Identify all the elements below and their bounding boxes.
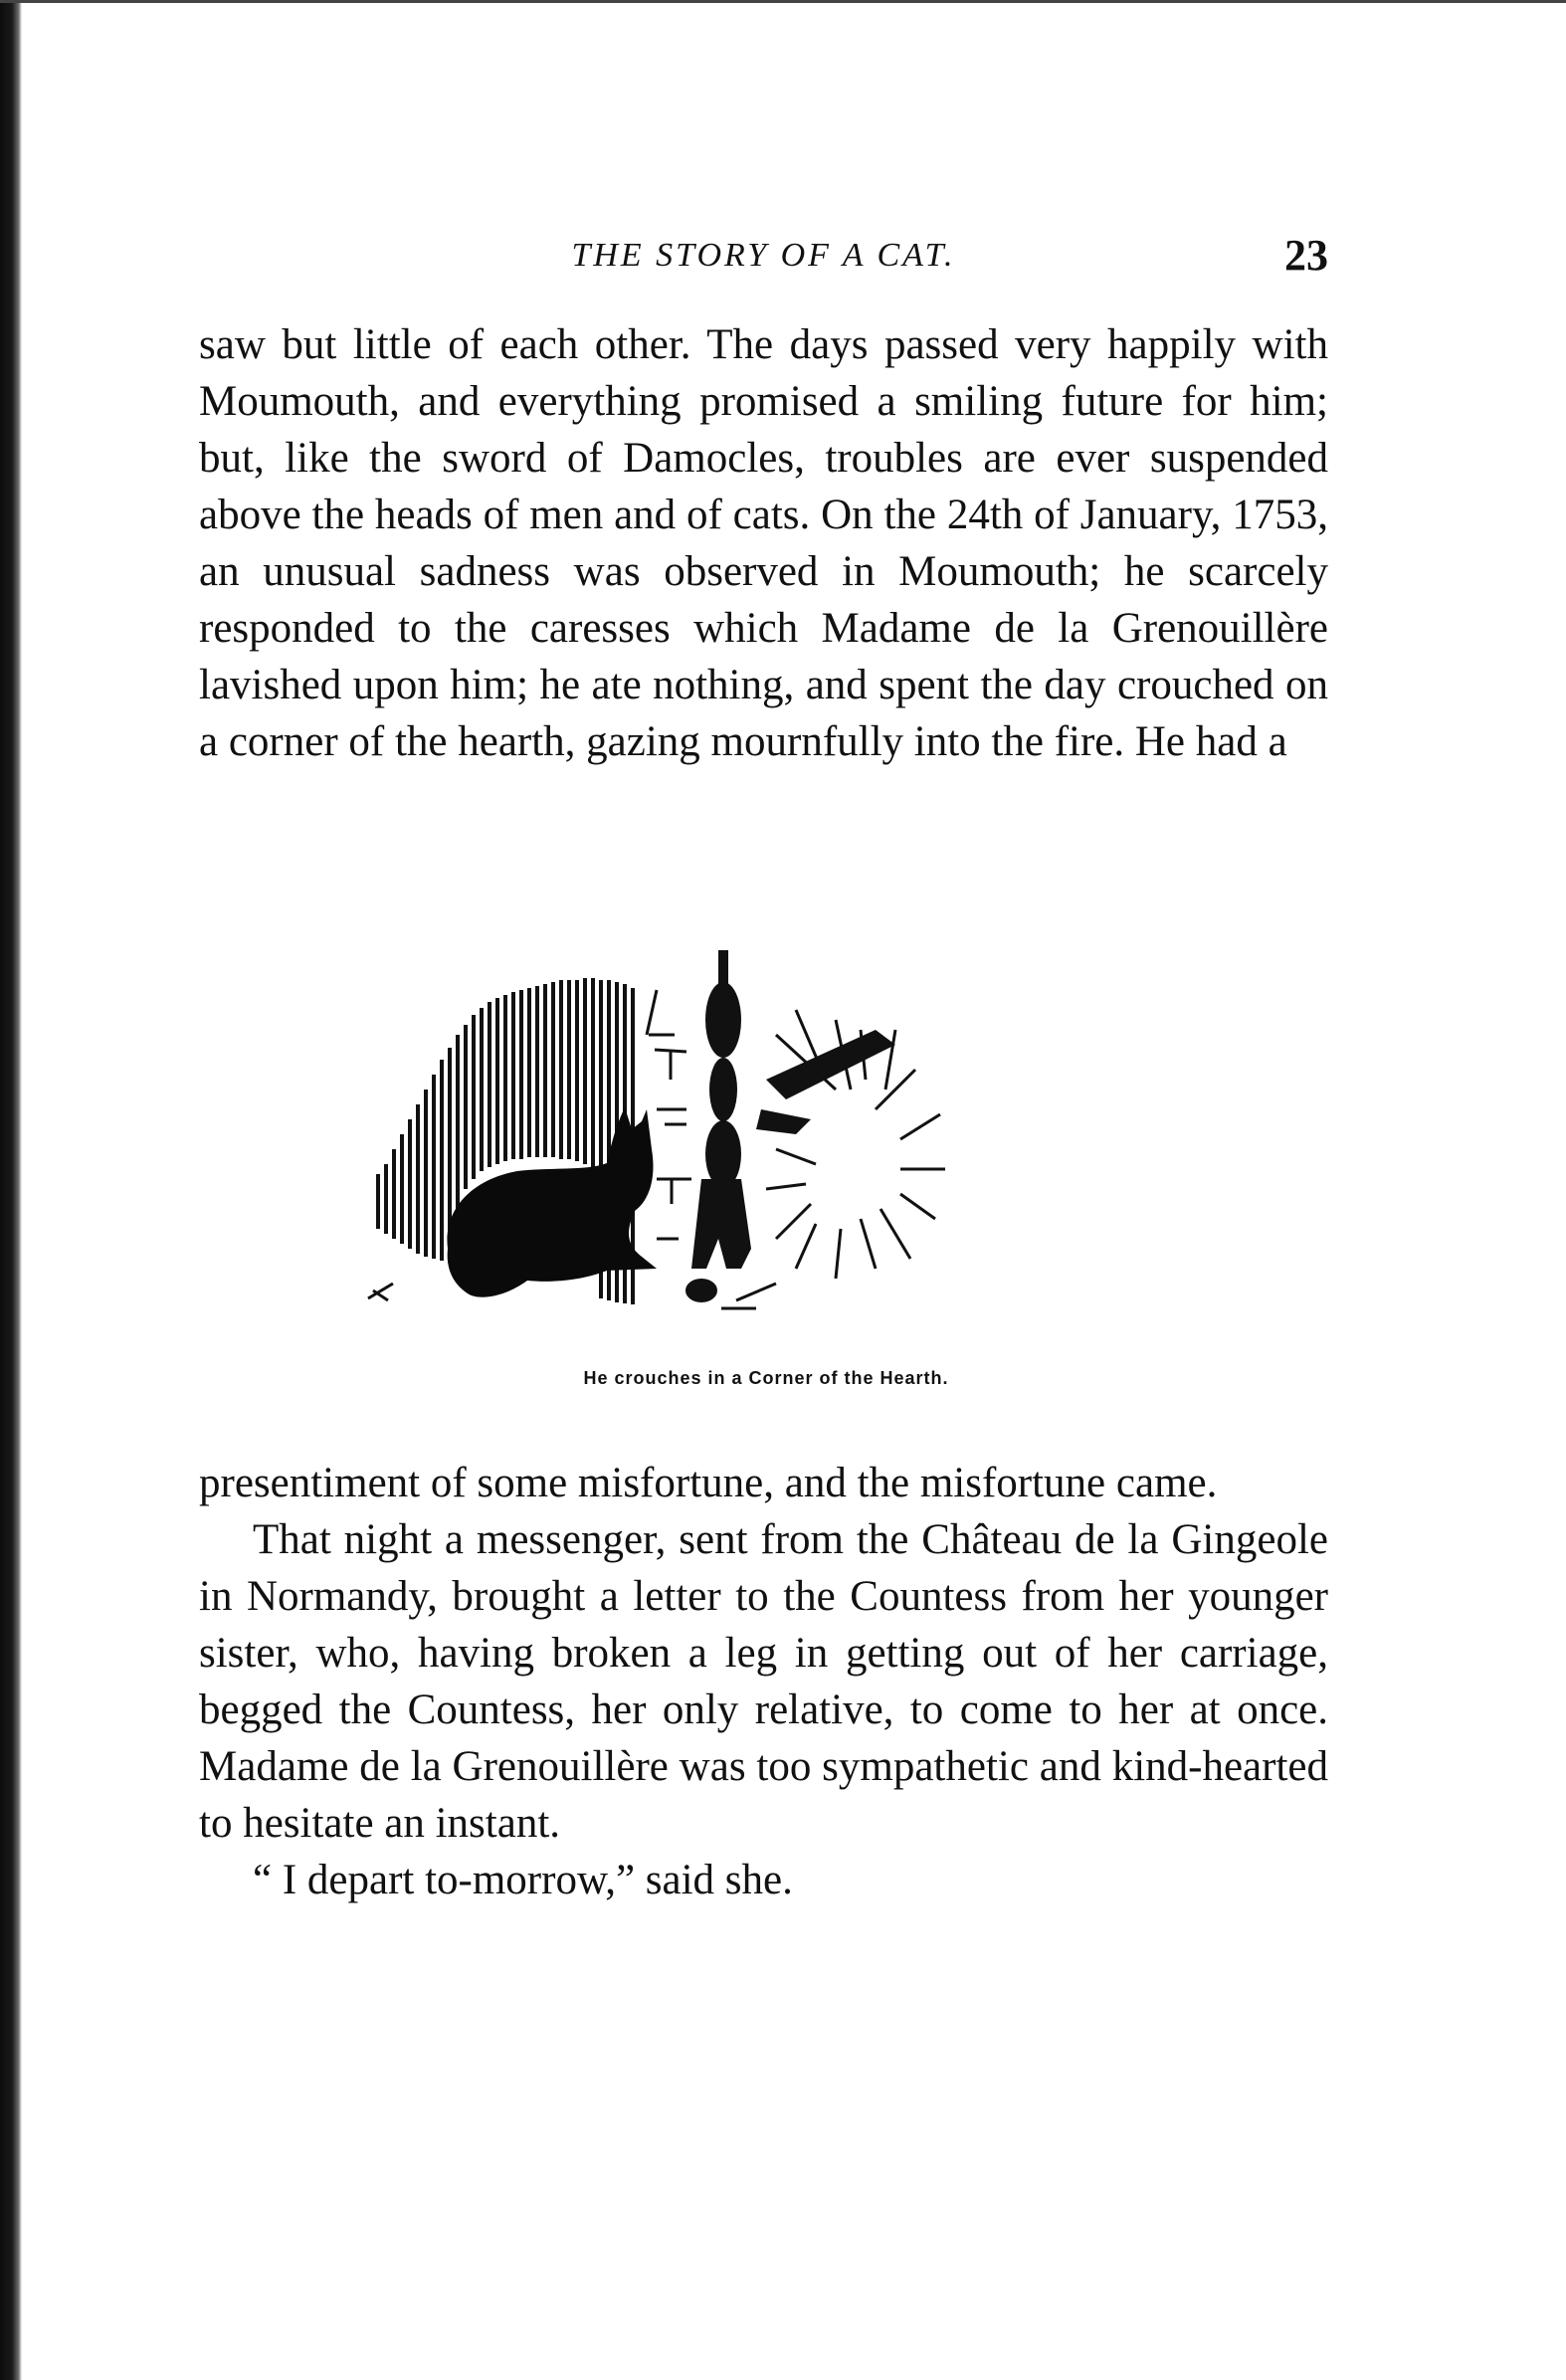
brick-marks	[647, 990, 691, 1239]
paragraph: That night a messenger, sent from the Château de la Gingeole in Normandy, brought a letter to the Countess from her younger sister, who, having broken a leg in getting out of her carriage, begged the Countess, her only relative, to come to her at once. Madame de la Grenouillère was too sympathetic and kind-hearted to hesitate an instant.	[199, 1516, 1328, 1847]
ember	[756, 1109, 811, 1134]
running-title: THE STORY OF A CAT.	[571, 237, 956, 274]
binding-edge	[0, 0, 22, 2380]
illustration-svg	[358, 940, 1174, 1338]
illustration-cat-by-hearth	[358, 940, 1174, 1338]
text-before-figure	[199, 316, 1328, 770]
text-after-figure	[199, 1455, 1328, 1908]
paragraph: presentiment of some misfortune, and the misfortune came.	[199, 1460, 1218, 1506]
paragraph: saw but little of each other. The days passed very happily with Moumouth, and everything promised a smiling future for him; but, like the sword of Damocles, troubles are ever suspended above the heads of men and of cats. On the 24th of January, 1753, an unusual sadness was observed in Moumouth; he scarcely responded to the caresses which Madame de la Grenouillère lavished upon him; he ate nothing, and spent the day crouched on a corner of the hearth, gazing mournfully into the fire. He had a	[199, 321, 1328, 765]
paragraph: “ I depart to-morrow,” said she.	[253, 1857, 793, 1903]
running-head	[199, 231, 1328, 281]
log	[766, 1030, 895, 1099]
pot-hook-chain	[685, 950, 751, 1302]
figure-caption: He crouches in a Corner of the Hearth.	[583, 1368, 949, 1388]
page-number: 23	[1284, 231, 1328, 280]
page-top-edge	[0, 0, 1566, 3]
